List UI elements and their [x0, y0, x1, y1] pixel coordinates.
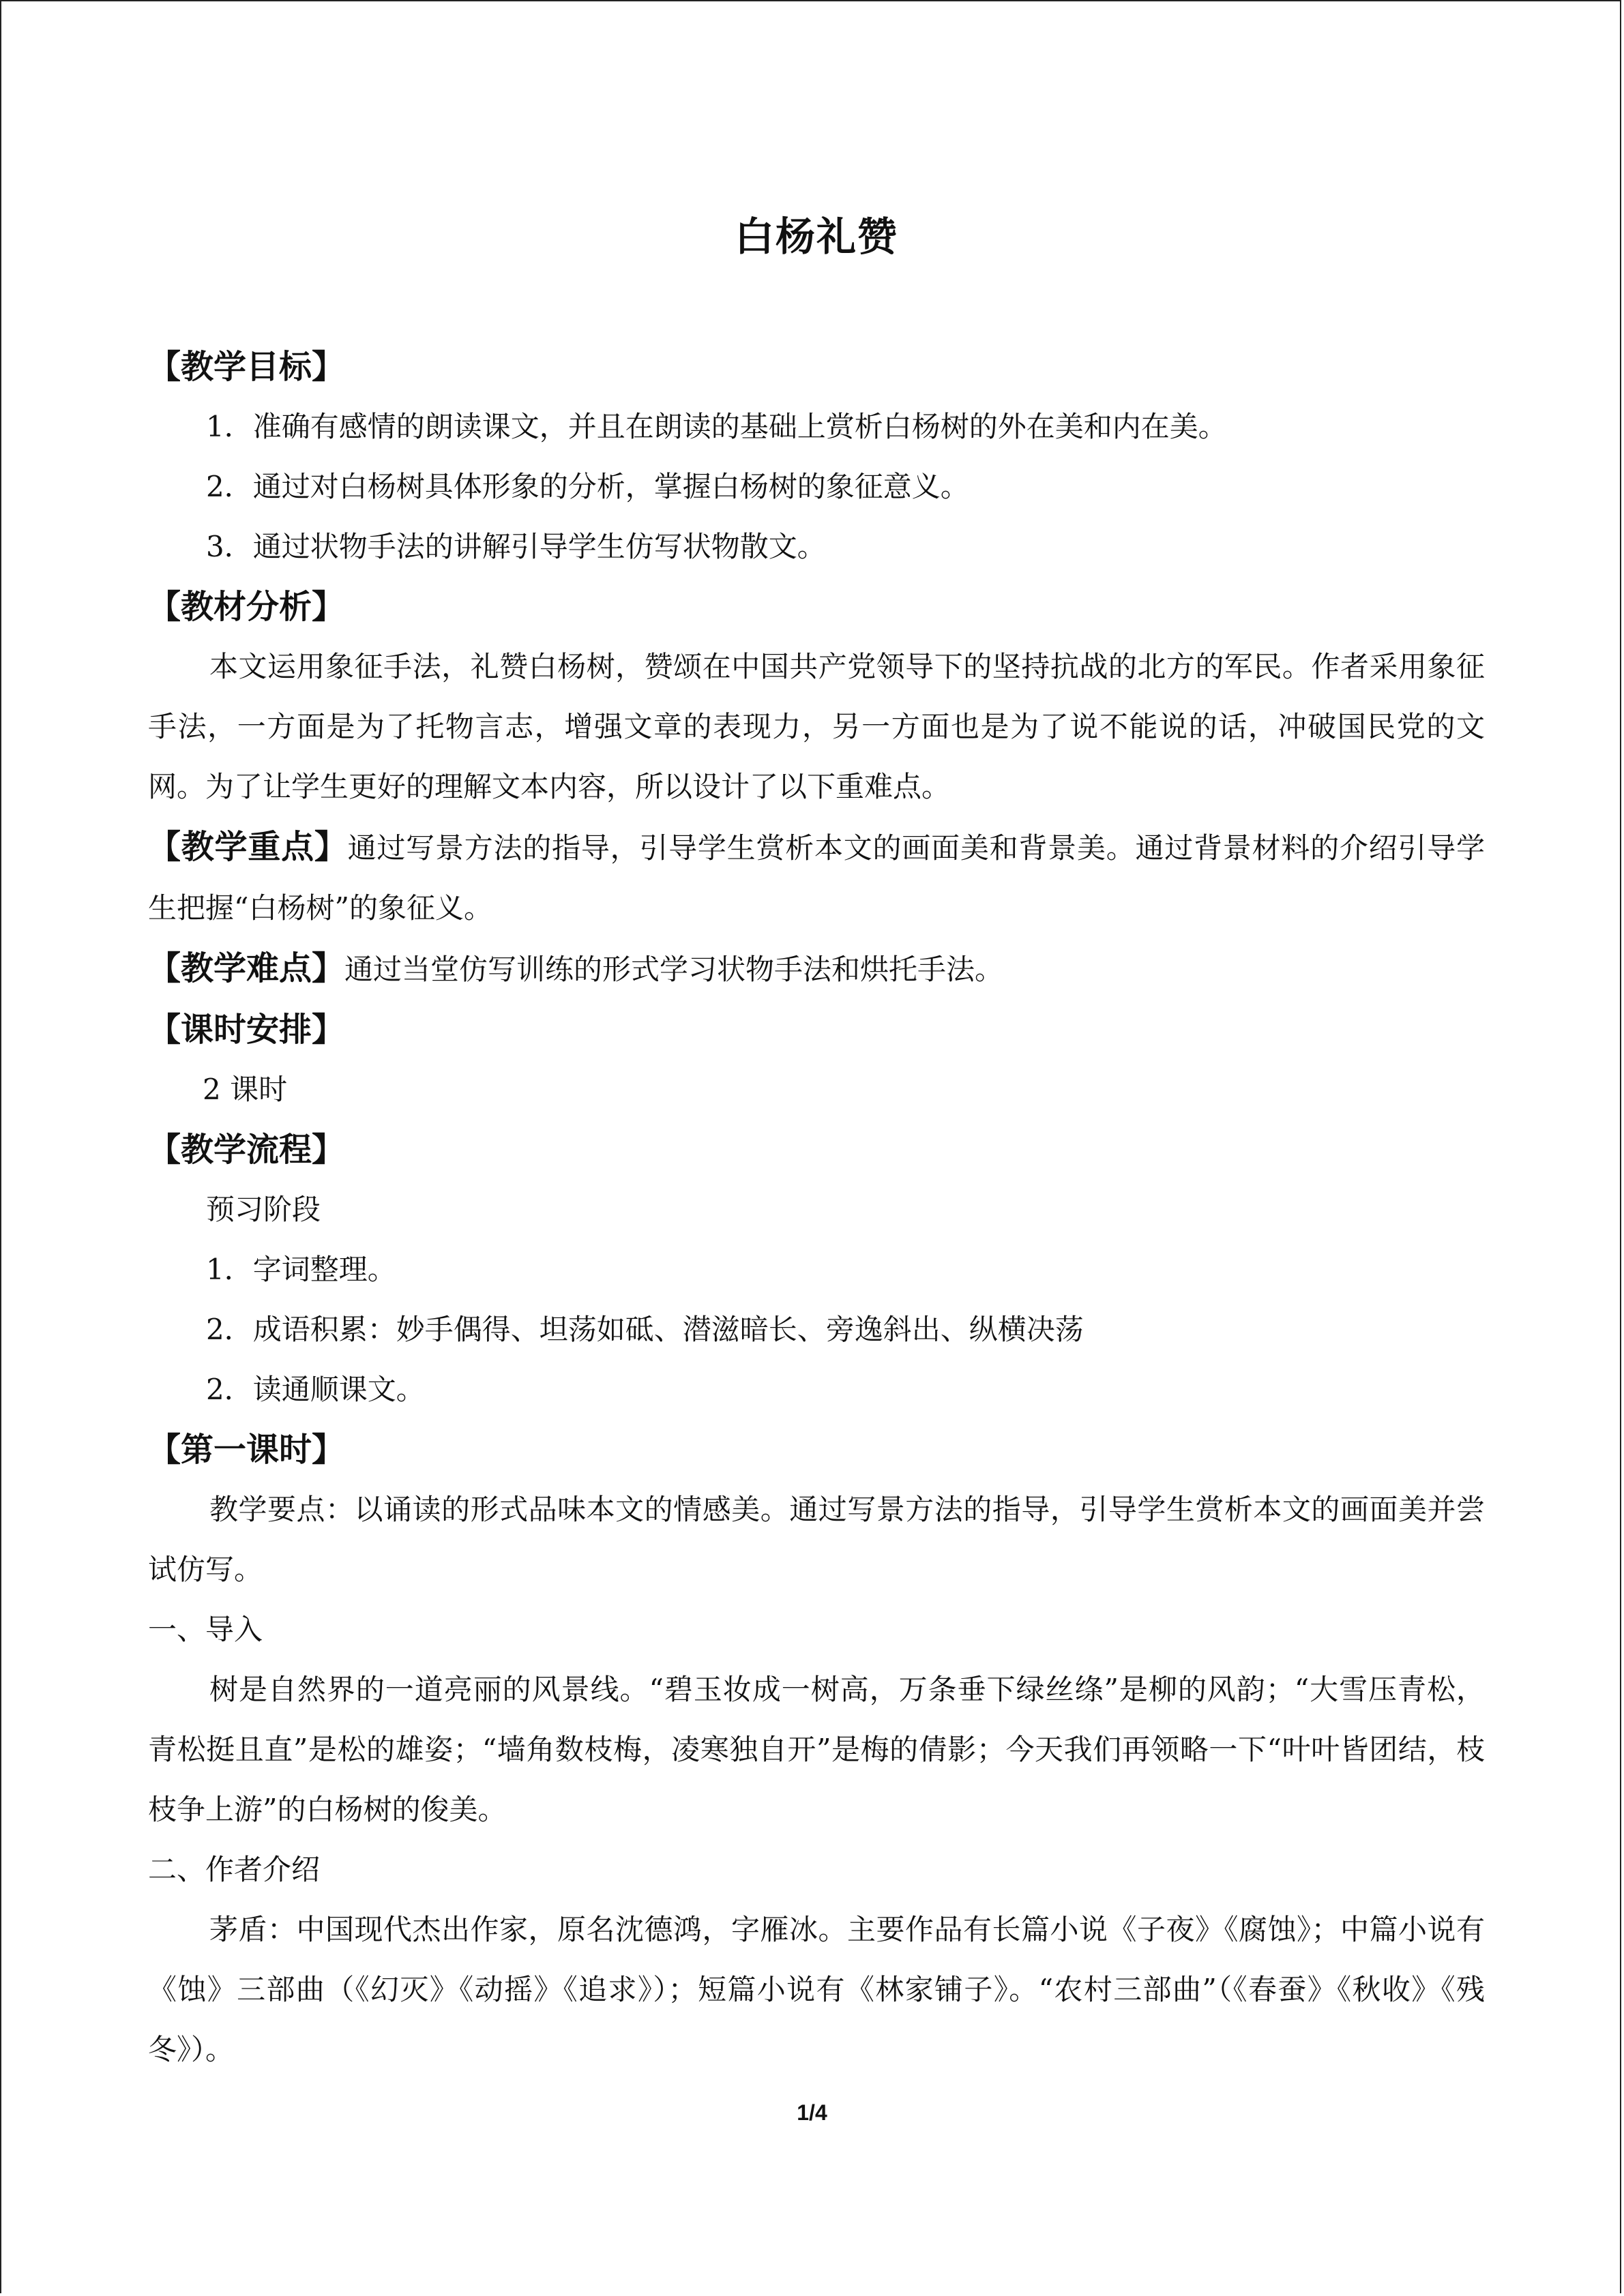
- key-points-heading: 【教学重点】: [148, 828, 348, 866]
- lesson1-heading: 【第一课时】: [148, 1431, 345, 1469]
- document-body: [148, 205, 1485, 2080]
- process-item-3: 2．读通顺课文。: [206, 1373, 425, 1406]
- schedule-text: 2 课时: [203, 1073, 288, 1106]
- key-points-paragraph: [148, 817, 1485, 938]
- schedule-heading: 【课时安排】: [148, 1011, 345, 1049]
- process-item-2: 2．成语积累：妙手偶得、坦荡如砥、潜滋暗长、旁逸斜出、纵横决荡: [206, 1313, 1084, 1346]
- intro-heading: 一、导入: [148, 1613, 263, 1646]
- analysis-text: 本文运用象征手法，礼赞白杨树，赞颂在中国共产党领导下的坚持抗战的北方的军民。作者采用象征手法，一方面是为了托物言志，增强文章的表现力，另一方面也是为了说不能说的话，冲破国民党的文网。为了让学生更好的理解文本内容，所以设计了以下重难点。: [148, 650, 1485, 803]
- goals-heading: 【教学目标】: [148, 348, 345, 386]
- process-item-1: 1．字词整理。: [206, 1253, 396, 1286]
- goal-item-1: 1．准确有感情的朗读课文，并且在朗读的基础上赏析白杨树的外在美和内在美。: [206, 410, 1227, 443]
- author-text: 茅盾：中国现代杰出作家，原名沈德鸿，字雁冰。主要作品有长篇小说《子夜》《腐蚀》；中篇小说有《蚀》三部曲（《幻灭》《动摇》《追求》）；短篇小说有《林家铺子》。“农村三部曲”（《春蚕》《秋收》《残冬》）。: [148, 1913, 1485, 2066]
- lesson1-points: 教学要点：以诵读的形式品味本文的情感美。通过写景方法的指导，引导学生赏析本文的画面美并尝试仿写。: [148, 1493, 1485, 1586]
- analysis-heading: 【教材分析】: [148, 588, 345, 626]
- goal-item-3: 3．通过状物手法的讲解引导学生仿写状物散文。: [206, 530, 826, 563]
- key-points-text: 通过写景方法的指导，引导学生赏析本文的画面美和背景美。通过背景材料的介绍引导学生把握“白杨树”的象征义。: [148, 831, 1485, 925]
- difficulties-text: 通过当堂仿写训练的形式学习状物手法和烘托手法。: [344, 953, 1004, 986]
- page-number: 1/4: [797, 2100, 827, 2125]
- author-heading: 二、作者介绍: [148, 1853, 321, 1886]
- process-stage: 预习阶段: [206, 1193, 321, 1226]
- difficulties-paragraph: [148, 938, 1485, 1000]
- process-heading: 【教学流程】: [148, 1131, 345, 1169]
- difficulties-heading: 【教学难点】: [148, 949, 345, 987]
- intro-text: 树是自然界的一道亮丽的风景线。“碧玉妆成一树高，万条垂下绿丝绦”是柳的风韵；“大雪压青松，青松挺且直”是松的雄姿；“墙角数枝梅，凌寒独自开”是梅的倩影；今天我们再领略一下“叶叶皆团结，枝枝争上游”的白杨树的俊美。: [148, 1673, 1485, 1826]
- goal-item-2: 2．通过对白杨树具体形象的分析，掌握白杨树的象征意义。: [206, 470, 969, 503]
- page-title: 白杨礼赞: [734, 213, 898, 260]
